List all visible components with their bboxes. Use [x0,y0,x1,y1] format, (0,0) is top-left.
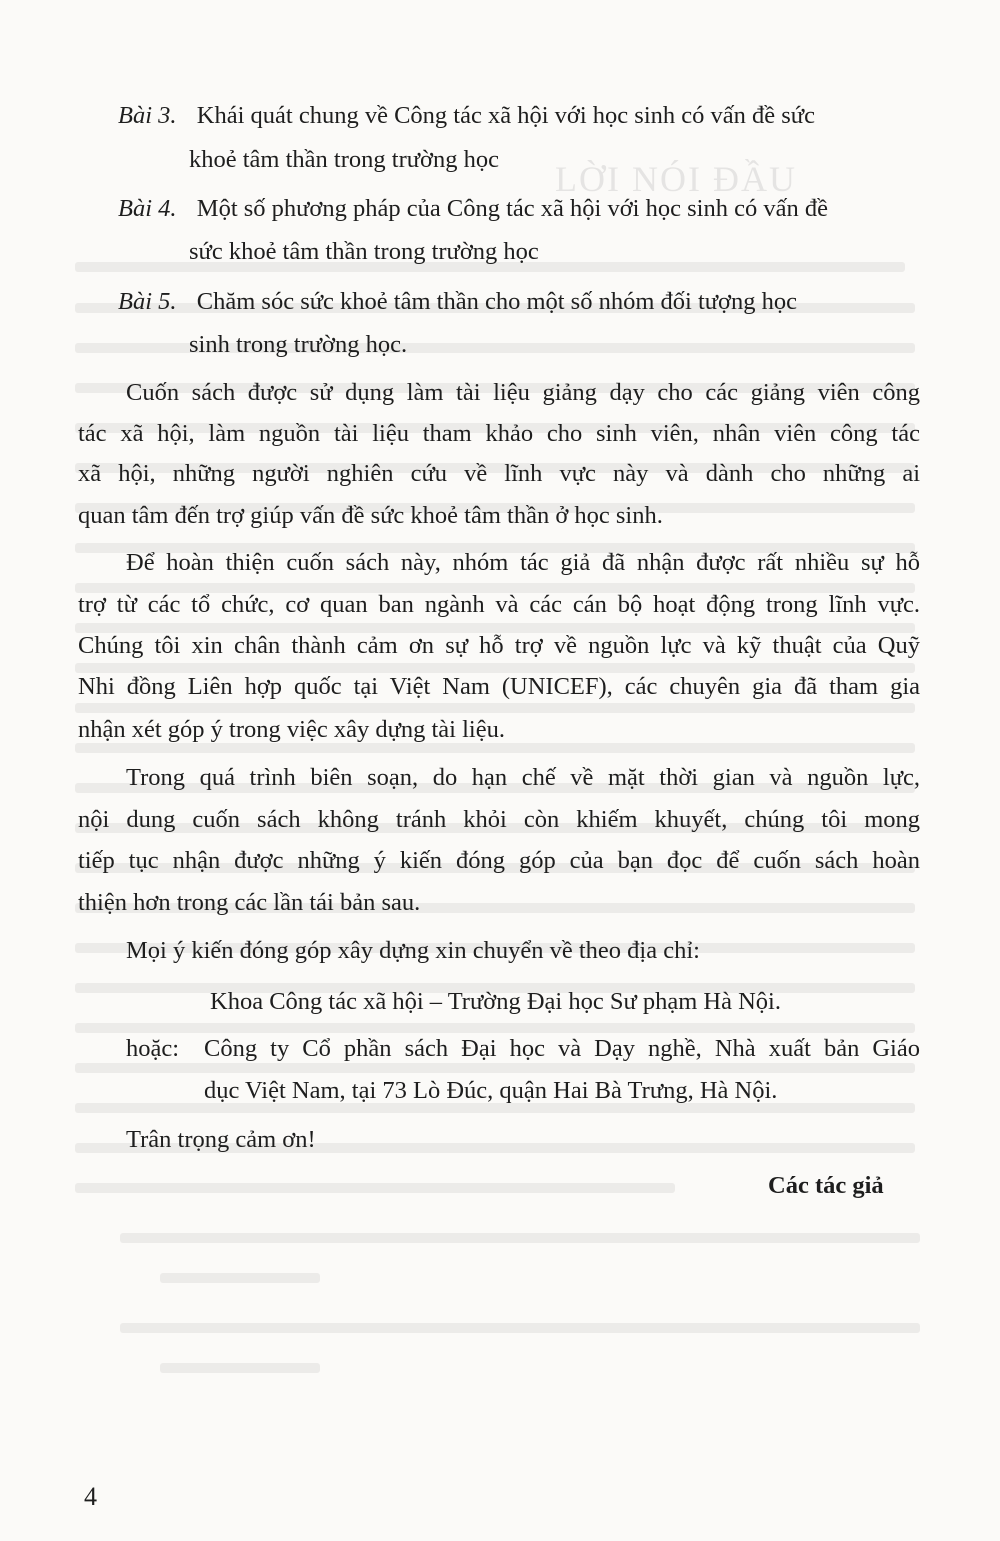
usage-line-3: xã hội, những người nghiên cứu về lĩnh vực này và dành cho những ai [78,460,920,487]
contact-address-1: Khoa Công tác xã hội – Trường Đại học Sư phạm Hà Nội. [210,988,781,1015]
thanks-line-3: Chúng tôi xin chân thành cảm ơn sự hỗ trợ về nguồn lực và kỹ thuật của Quỹ [78,632,920,659]
usage-line-2: tác xã hội, làm nguồn tài liệu tham khảo cho sinh viên, nhân viên công tác [78,420,920,447]
lesson-5-line-2: sinh trong trường học. [189,331,408,358]
page-number: 4 [84,1482,97,1511]
lesson-3-line-1 [118,100,815,132]
feedback-line-1: Trong quá trình biên soạn, do hạn chế về mặt thời gian và nguồn lực, [126,764,920,791]
contact-address-2-line-1: Công ty Cổ phần sách Đại học và Dạy nghề, Nhà xuất bản Giáo [204,1035,920,1062]
feedback-line-2: nội dung cuốn sách không tránh khỏi còn khiếm khuyết, chúng tôi mong [78,806,920,833]
bleed-through-title: LỜI NÓI ĐẦU [555,159,797,199]
usage-line-4: quan tâm đến trợ giúp vấn đề sức khoẻ tâm thần ở học sinh. [78,502,663,529]
lesson-4-line-2: sức khoẻ tâm thần trong trường học [189,238,539,265]
lesson-4-title: Một số phương pháp của Công tác xã hội với học sinh có vấn đề [196,195,828,222]
lesson-5-line-1 [118,286,797,318]
thanks-line-4: Nhi đồng Liên hợp quốc tại Việt Nam (UNICEF), các chuyên gia đã tham gia [78,673,920,700]
lesson-5-label: Bài 5. [118,288,177,315]
lesson-4-line-1 [118,193,828,225]
lesson-3-label: Bài 3. [118,102,177,129]
feedback-line-4: thiện hơn trong các lần tái bản sau. [78,889,421,916]
contact-address-2-line-2: dục Việt Nam, tại 73 Lò Đúc, quận Hai Bà Trưng, Hà Nội. [204,1077,778,1104]
usage-line-1: Cuốn sách được sử dụng làm tài liệu giảng dạy cho các giảng viên công [126,379,920,406]
lesson-4-label: Bài 4. [118,195,177,222]
thanks-line-5: nhận xét góp ý trong việc xây dựng tài liệu. [78,716,505,743]
feedback-line-3: tiếp tục nhận được những ý kiến đóng góp của bạn đọc để cuốn sách hoàn [78,847,920,874]
signature: Các tác giả [768,1172,884,1199]
thanks-line-2: trợ từ các tổ chức, cơ quan ban ngành và các cán bộ hoạt động trong lĩnh vực. [78,591,920,618]
closing-line: Trân trọng cảm ơn! [126,1126,316,1153]
lesson-3-title: Khái quát chung về Công tác xã hội với học sinh có vấn đề sức [196,102,815,129]
lesson-5-title: Chăm sóc sức khoẻ tâm thần cho một số nhóm đối tượng học [196,288,797,315]
contact-or-label: hoặc: [126,1035,180,1062]
thanks-line-1: Để hoàn thiện cuốn sách này, nhóm tác giả đã nhận được rất nhiều sự hỗ [126,549,920,576]
contact-intro: Mọi ý kiến đóng góp xây dựng xin chuyển về theo địa chỉ: [126,937,700,964]
lesson-3-line-2: khoẻ tâm thần trong trường học [189,146,499,173]
